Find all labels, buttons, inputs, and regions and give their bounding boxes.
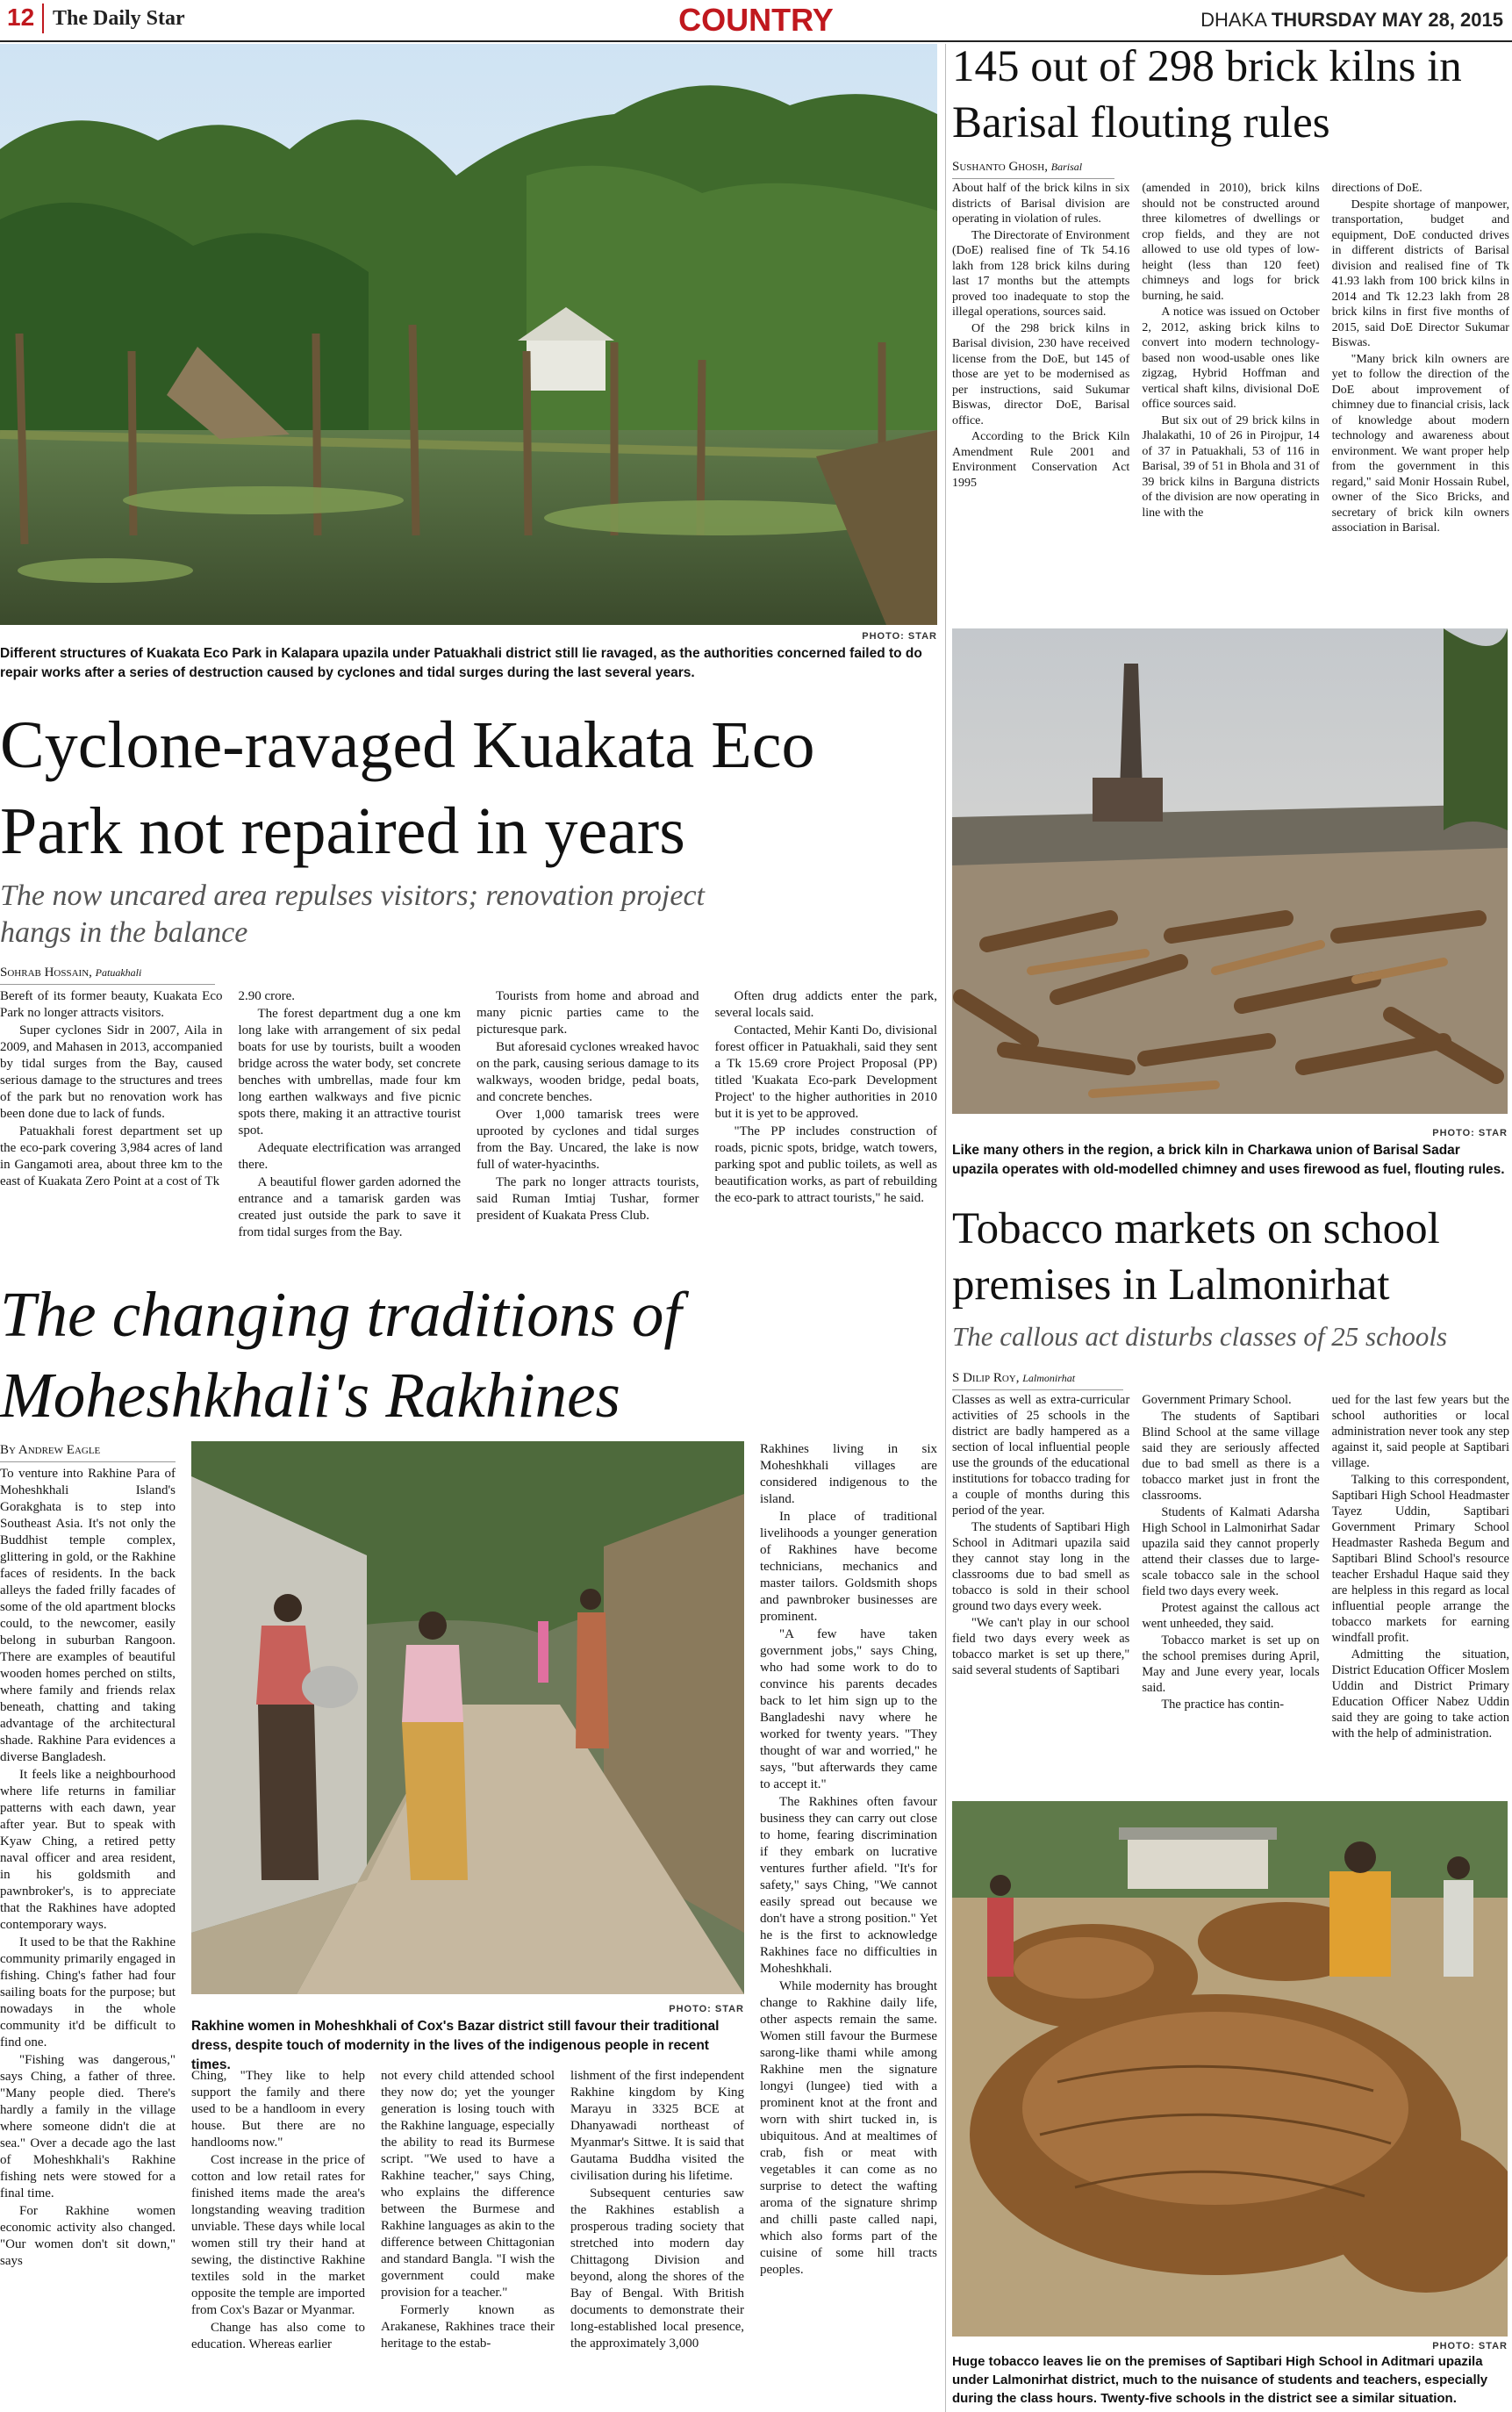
kilns-c2-p1: (amended in 2010), brick kilns should not be constructed around three kilometres of dwellings or crop fields, and they are not allowed to use old types of low-height (less than 120 feet) chimneys and logs for brick burning, he said. <box>1142 182 1320 303</box>
rakhine-c2-p2: Cost increase in the price of cotton and low retail rates for finished items made the area's longstanding weaving tradition unviable. These days while local women still try their hand at sewing, the distinctive Rakhine textiles sold in the market opposite the temple are imported from Cox's Bazar or Myanmar. <box>191 2153 365 2317</box>
rakhine-c5-p2: In place of traditional livelihoods a younger generation of Rakhines have become technicians, mechanics and master tailors. Goldsmith shops and pawnbroker businesses are prominent. <box>760 1510 937 1624</box>
kuakata-c1-p1: Bereft of its former beauty, Kuakata Eco Park no longer attracts visitors. <box>0 989 223 1020</box>
dateline <box>1200 5 1503 35</box>
rakhine-col-4 <box>570 2068 744 2412</box>
rakhine-col-5 <box>760 1441 937 2412</box>
rakhine-women-image <box>191 1441 744 1994</box>
kilns-c3-p1: directions of DoE. <box>1331 182 1422 195</box>
kuakata-c4-p3: "The PP includes construction of roads, picnic spots, bridge, watch towers, parking spot and public toilets, as well as beautification works, as part of rebuilding the eco-park to attract tourists," he said. <box>714 1124 937 1205</box>
tobacco-deck: The callous act disturbs classes of 25 schools <box>952 1321 1448 1352</box>
brick-kiln-image <box>952 628 1508 1114</box>
column-rule <box>945 44 946 2412</box>
rakhine-c5-p5: While modernity has brought change to Rakhine daily life, other aspects remain the same. Women still favour the Burmese sarong-like thami while among Rakhine men the signature longyi (lungee) tied with a prominent knot at the front and worn with shirt tucked in, is ubiquitous. And at mealtimes of crab, fish or meat with vegetables it can come as no surprise to detect the wafting aroma of the signature shrimp and chilli paste called napi, which also forms part of the cuisine of some hill tracts peoples. <box>760 1979 937 2277</box>
kuakata-c3-p2: But aforesaid cyclones wreaked havoc on the park, causing serious damage to its walkways, wooden bridge, pedal boats, and concrete benches. <box>477 1040 699 1104</box>
rakhine-c5-p4: The Rakhines often favour business they can carry out close to home, fearing discrimination if they embark on lucrative ventures further afield. "It's for safety," says Ching, "We cannot easily spread out because we don't have a strong position." Yet he is the first to acknowledge Rakhines face no difficulties in Moheshkhali. <box>760 1795 937 1976</box>
tobacco-c2-p6: The practice has contin- <box>1161 1698 1285 1712</box>
tobacco-byline-name: S Dilip Roy, <box>952 1371 1020 1385</box>
rakhine-col-3 <box>381 2068 555 2412</box>
rakhine-photo <box>191 1441 744 1994</box>
tobacco-c3-p2: Talking to this correspondent, Saptibari High School Headmaster Tayez Uddin, Saptibari Government Primary School Headmaster Rasheda Begum and Saptibari Blind School's resource teacher Ershadul Haque said they are helpless in this regard as local influential people arrange the tobacco markets for earning windfall profit. <box>1331 1473 1509 1645</box>
kuakata-c4-p1: Often drug addicts enter the park, several locals said. <box>714 989 937 1020</box>
rakhine-c4-p2: Subsequent centuries saw the Rakhines establish a prosperous trading society that stretched into modern day Chittagong Division and beyond, along the shores of the Bay of Bengal. With British documents to demonstrate their long-established local presence, the approximately 3,000 <box>570 2186 744 2351</box>
kuakata-photo <box>0 44 937 625</box>
kuakata-col-4 <box>715 988 938 1252</box>
rakhine-c1-p5: For Rakhine women economic activity also changed. "Our women don't sit down," says <box>0 2204 176 2268</box>
kuakata-c3-p4: The park no longer attracts tourists, said Ruman Imtiaj Tushar, former president of Kuakata Press Club. <box>477 1175 699 1223</box>
kilns-photo-credit: PHOTO: STAR <box>1432 1128 1508 1138</box>
rakhine-headline: The changing traditions of Moheshkhali's Rakhines <box>0 1279 682 1431</box>
dateline-city: DHAKA <box>1200 9 1266 31</box>
kilns-headline: 145 out of 298 brick kilns in Barisal flouting rules <box>952 42 1462 147</box>
tobacco-c2-p2: The students of Saptibari Blind School at the same village said they are seriously affected due to bad smell as there is a tobacco market just in front the classrooms. <box>1142 1410 1320 1503</box>
rakhine-col-1 <box>0 1466 176 2412</box>
tobacco-c1-p3: "We can't play in our school field two days every week as tobacco market is set up there," said several students of Saptibari <box>952 1616 1130 1677</box>
tobacco-leaves-image <box>952 1801 1508 2337</box>
kilns-photo-caption: Like many others in the region, a brick kiln in Charkawa union of Barisal Sadar upazila operates with old-modelled chimney and uses firewood as fuel, flouting rules. <box>952 1143 1505 1177</box>
kuakata-c2-p3: Adequate electrification was arranged there. <box>238 1141 461 1172</box>
kilns-byline-location: Barisal <box>1050 161 1083 173</box>
rakhine-byline-name: By Andrew Eagle <box>0 1443 101 1457</box>
kilns-c1-p2: The Directorate of Environment (DoE) realised fine of Tk 54.16 lakh from 128 brick kilns during last 17 months but the attempts proved too inadequate to stop the illegal operations, sources said. <box>952 228 1130 319</box>
kilns-byline-name: Sushanto Ghosh, <box>952 160 1048 174</box>
kuakata-c1-p3: Patuakhali forest department set up the eco-park covering 3,984 acres of land in Gangamoti area, about three km to the east of Kuakata Zero Point at a cost of Tk <box>0 1124 223 1188</box>
tobacco-col-1 <box>952 1392 1129 1798</box>
kuakata-c3-p3: Over 1,000 tamarisk trees were uprooted by cyclones and tidal surges from the Bay. Uncared, the lake is now full of water-hyacinths. <box>477 1108 699 1172</box>
paper-name: The Daily Star <box>42 4 185 33</box>
tobacco-photo-credit: PHOTO: STAR <box>1432 2341 1508 2351</box>
kuakata-photo-credit: PHOTO: STAR <box>862 631 937 642</box>
kuakata-byline-location: Patuakhali <box>95 966 142 979</box>
tobacco-photo-caption: Huge tobacco leaves lie on the premises of Saptibari High School in Aditmari upazila under Lalmonirhat district, much to the nuisance of students and teachers, especially during the class hours. Twenty-five schools in the district see a similar situation. <box>952 2354 1488 2406</box>
tobacco-photo <box>952 1801 1508 2337</box>
kilns-byline <box>952 158 1114 179</box>
kilns-c1-p4: According to the Brick Kiln Amendment Rule 2001 and Environment Conservation Act 1995 <box>952 430 1130 490</box>
kilns-c2-p3: But six out of 29 brick kilns in Jhalakathi, 10 of 26 in Pirojpur, 14 of 37 in Patuakhali, 53 of 116 in Barisal, 39 of 51 in Bhola and 31 of 39 brick kilns in Barguna districts of the division are now operating in line with the <box>1142 413 1320 520</box>
eco-park-lake-image <box>0 44 937 625</box>
kilns-c1-p1: About half of the brick kilns in six districts of Barisal division are operating in violation of rules. <box>952 182 1130 226</box>
tobacco-byline-location: Lalmonirhat <box>1022 1372 1076 1384</box>
kuakata-c3-p1: Tourists from home and abroad and many picnic parties came to the picturesque park. <box>477 989 699 1037</box>
kilns-body <box>952 181 1509 620</box>
kuakata-col-2 <box>239 988 462 1252</box>
page-number: 12 <box>7 4 35 31</box>
rakhine-c4-p1: lishment of the first independent Rakhine kingdom by King Marayu in 3325 BCE at Dhanyawadi northeast of Myanmar's Sittwe. It is said that Gautama Buddha visited the civilisation during his lifetime. <box>570 2069 744 2183</box>
kuakata-body <box>0 988 937 1252</box>
section-title: COUNTRY <box>678 2 834 38</box>
kilns-col-3 <box>1332 181 1509 620</box>
tobacco-c1-p2: The students of Saptibari High School in Aditmari upazila said they cannot stay long in the classrooms due to bad smell as tobacco is sold in their school ground two days every week. <box>952 1520 1130 1613</box>
rakhine-body-lower <box>191 2068 744 2412</box>
tobacco-c3-p3: Admitting the situation, District Education Officer Moslem Uddin and District Primary Education Officer Nabez Uddin said they are going to take action with the help of administration. <box>1331 1647 1509 1741</box>
tobacco-c3-p1: ued for the last few years but the school authorities or local administration never took any step against it, said people at Saptibari village. <box>1331 1393 1509 1470</box>
tobacco-col-3 <box>1332 1392 1509 1798</box>
kilns-col-1 <box>952 181 1129 620</box>
kilns-col-2 <box>1142 181 1319 620</box>
tobacco-c2-p4: Protest against the callous act went unheeded, they said. <box>1142 1601 1320 1631</box>
tobacco-c2-p5: Tobacco market is set up on the school premises during April, May and June every year, locals said. <box>1142 1633 1320 1695</box>
kuakata-deck: The now uncared area repulses visitors; renovation project hangs in the balance <box>0 879 705 949</box>
rakhine-c2-p3: Change has also come to education. Whereas earlier <box>191 2321 365 2351</box>
tobacco-c2-p3: Students of Kalmati Adarsha High School in Lalmonirhat Sadar upazila said they cannot properly attend their classes due to large-scale tobacco sale in the school field two days every week. <box>1142 1505 1320 1598</box>
rakhine-c5-p1: Rakhines living in six Moheshkhali villages are considered indigenous to the island. <box>760 1442 937 1506</box>
tobacco-c1-p1: Classes as well as extra-curricular activities of 25 schools in the district are badly hampered as a section of local influential people use the grounds of the educational institutions for tobacco trading for a couple of months during this period of the year. <box>952 1393 1130 1518</box>
rakhine-c1-p4: "Fishing was dangerous," says Ching, a father of three. "Many people died. There's hardly a family in the village where someone didn't die at sea." Over a decade ago the last of Moheshkhali's Rakhine fishing nets were stowed for a final time. <box>0 2053 176 2200</box>
kilns-photo <box>952 628 1508 1114</box>
rakhine-col-2 <box>191 2068 365 2412</box>
rakhine-photo-caption: Rakhine women in Moheshkhali of Cox's Bazar district still favour their traditional dress, despite touch of modernity in the lives of the indigenous people in recent times. <box>191 2019 720 2072</box>
rakhine-c2-p1: Ching, "They like to help support the family and there used to be a handloom in every house. But there are no handlooms now." <box>191 2069 365 2150</box>
kuakata-byline <box>0 964 215 985</box>
kuakata-c2-p4: A beautiful flower garden adorned the entrance and a tamarisk garden was created just outside the park to save it from tidal surges from the Bay. <box>238 1175 461 1239</box>
kuakata-c2-p2: The forest department dug a one km long lake with arrangement of six pedal boats for use by tourists, built a wooden bridge across the water body, set concrete benches with umbrellas, made four km long earthen walkways and five picnic spots there, making it an attractive tourist spot. <box>238 1007 461 1138</box>
kuakata-byline-name: Sohrab Hossain, <box>0 966 92 980</box>
rakhine-c1-p1: To venture into Rakhine Para of Moheshkhali Island's Gorakghata is to step into Southeast Asia. It's not only the Buddhist temple complex, glittering in gold, or the Rakhine faces of residents. In the back alleys the faded frilly facades of some of the old apartment blocks could, to the newcomer, easily belong in suburban Rangoon. There are examples of beautiful wooden homes perched on stilts, where family and friends relax beneath, chatting and taking advantage of the architectural shade. Rakhine Para evidences a diverse Bangladesh. <box>0 1467 176 1764</box>
kuakata-c1-p2: Super cyclones Sidr in 2007, Aila in 2009, and Mahasen in 2013, accompanied by tidal surges from the Bay, caused serious damage to the structures and trees of the park but no renovation work has been done due to lack of funds. <box>0 1023 223 1121</box>
kuakata-c4-p2: Contacted, Mehir Kanti Do, divisional forest officer in Patuakhali, said they sent a Tk 15.69 crore Project Proposal (PP) titled 'Kuakata Eco-park Development Project' to the higher authorities in 2010 but it is yet to be approved. <box>714 1023 937 1121</box>
kilns-c3-p3: "Many brick kiln owners are yet to follow the direction of the DoE about improvement of chimney due to financial crisis, lack of knowledge about modern technology and awareness about environment. We want proper help from the government in this regard," said Monir Hossain Rubel, owner of the Sico Bricks, and secretary of brick kiln owners association in Barisal. <box>1331 352 1509 535</box>
tobacco-byline <box>952 1369 1123 1390</box>
tobacco-body <box>952 1392 1509 1798</box>
kilns-c1-p3: Of the 298 brick kilns in Barisal division, 230 have received license from the DoE, but 145 of those are yet to be modernised as per instructions, said Sukumar Biswas, director DoE, Barisal office. <box>952 321 1130 427</box>
dateline-date: THURSDAY MAY 28, 2015 <box>1271 9 1503 31</box>
kuakata-col-1 <box>0 988 223 1252</box>
rakhine-c1-p2: It feels like a neighbourhood where life returns in familiar patterns with each dawn, year after year. But to speak with Kyaw Ching, a retired petty naval officer and area resident, in his goldsmith and pawnbroker's, is to appreciate that the Rakhines have adopted contemporary ways. <box>0 1768 176 1932</box>
rakhine-c1-p3: It used to be that the Rakhine community primarily engaged in fishing. Ching's father had four sailing boats for the purpose; but nowadays in the whole community it'd be difficult to find one. <box>0 1935 176 2049</box>
kuakata-photo-caption: Different structures of Kuakata Eco Park in Kalapara upazila under Patuakhali district still lie ravaged, as the authorities concerned failed to do repair works after a series of destruction caused by cyclones and tidal surges during the last several years. <box>0 646 922 680</box>
kuakata-c2-p1: 2.90 crore. <box>238 989 296 1003</box>
rakhine-photo-credit: PHOTO: STAR <box>669 2004 744 2014</box>
kuakata-headline: Cyclone-ravaged Kuakata Eco Park not repaired in years <box>0 708 815 868</box>
kilns-c3-p2: Despite shortage of manpower, transportation, budget and equipment, DoE conducted drives in different districts of Barisal division and realised fine of Tk 41.93 lakh from 100 brick kilns in 2014 and Tk 12.23 lakh from 28 brick kilns in first five months of 2015, said DoE Director Sukumar Biswas. <box>1331 197 1509 349</box>
rakhine-byline <box>0 1441 176 1462</box>
rakhine-c3-p2: Formerly known as Arakanese, Rakhines trace their heritage to the estab- <box>381 2303 555 2351</box>
tobacco-c2-p1: Government Primary School. <box>1142 1393 1292 1407</box>
tobacco-headline: Tobacco markets on school premises in Lalmonirhat <box>952 1204 1440 1310</box>
kilns-c2-p2: A notice was issued on October 2, 2012, asking brick kilns to convert into modern technology-based non wood-usable ones like zigzag, Hybrid Hoffman and vertical shaft kilns, divisional DoE office sources said. <box>1142 305 1320 411</box>
tobacco-col-2 <box>1142 1392 1319 1798</box>
rakhine-c5-p3: "A few have taken government jobs," says Ching, who had some work to do to convince his parents decades back to let him sign up to the Bangladeshi navy where he worked for twenty years. "They thought of war and worried," he says, "but afterwards they came to accept it." <box>760 1627 937 1791</box>
rakhine-c3-p1: not every child attended school they now do; yet the younger generation is losing touch with the Rakhine language, especially the ability to read its Burmese script. "We used to have a Rakhine teacher," says Ching, who explains the difference between the Burmese and Rakhine languages as akin to the difference between Chittagonian and standard Bangla. "I wish the government could make provision for a teacher." <box>381 2069 555 2300</box>
kuakata-col-3 <box>477 988 699 1252</box>
